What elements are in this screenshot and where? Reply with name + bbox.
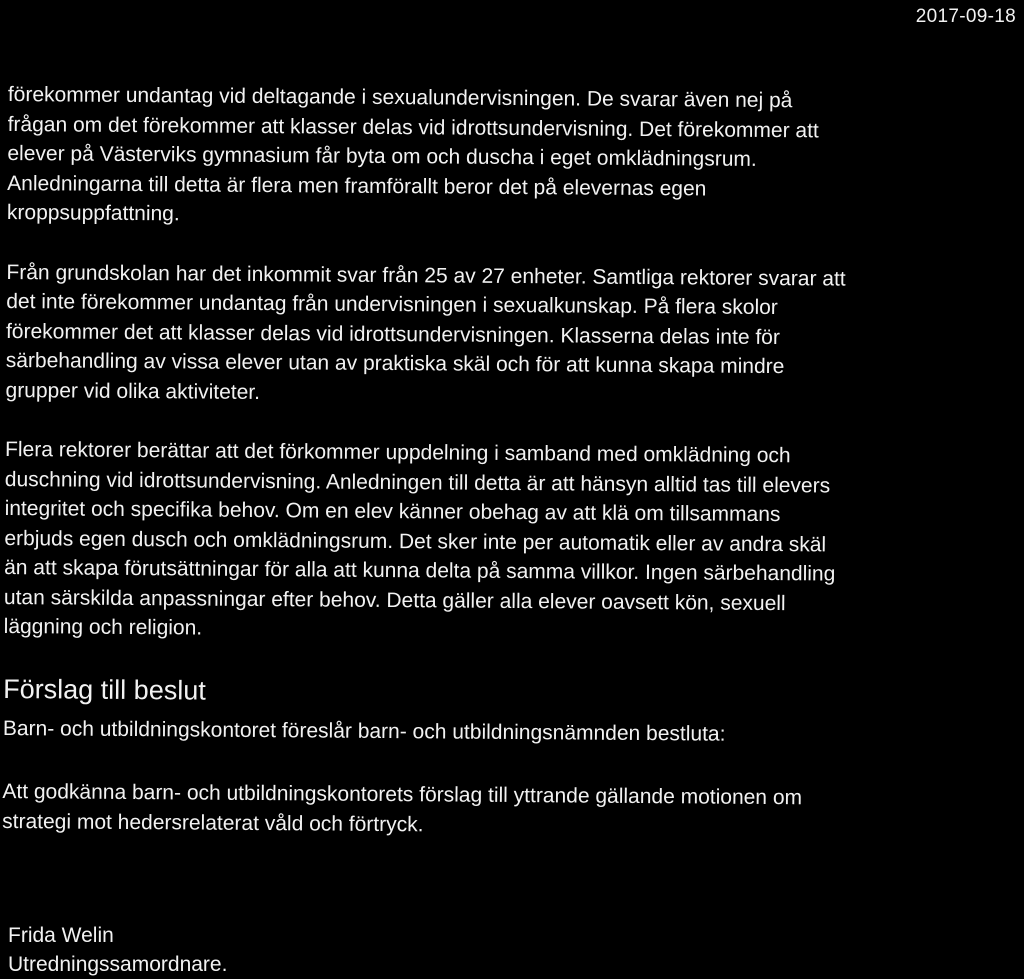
text-line: Barn- och utbildningskontoret föreslår barn- och utbildningsnämnden bestluta: xyxy=(2,716,726,746)
text-line: det inte förekommer undantag från undervisningen i sexualkunskap. På flera skolor xyxy=(6,289,778,320)
signature-block xyxy=(8,921,227,979)
text-line: erbjuds egen dusch och omklädningsrum. Det sker inte per automatik eller av andra skäl xyxy=(4,526,827,556)
text-line: duschning vid idrottsundervisning. Anledningen till detta är att hänsyn alltid tas till elevers xyxy=(4,467,831,497)
text-line: Anledningarna till detta är flera men framförallt beror det på elevernas egen xyxy=(7,171,707,200)
text-line: grupper vid olika aktiviteter. xyxy=(5,378,261,404)
text-line: utan särskilda anpassningar efter behov. Detta gäller alla elever oavsett kön, sexuell xyxy=(3,585,786,615)
section-heading: Förslag till beslut xyxy=(3,673,206,706)
signature-title: Utredningssamordnare. xyxy=(8,953,228,976)
decision-intro xyxy=(3,713,1003,750)
document-date: 2017-09-18 xyxy=(915,6,1016,27)
signature-name: Frida Welin xyxy=(8,924,114,947)
paragraph-grundskolan xyxy=(5,257,1006,412)
paragraph-rektorer xyxy=(4,435,1006,649)
document-body xyxy=(2,80,1008,874)
text-line: förekommer det att klasser delas vid idrottsundervisningen. Klasserna delas inte för xyxy=(5,319,780,349)
text-line: strategi mot hedersrelaterat våld och förtryck. xyxy=(2,809,424,836)
text-line: läggning och religion. xyxy=(3,614,203,640)
paragraph-gymnasium xyxy=(7,80,1008,235)
text-line: elever på Västerviks gymnasium får byta om och duscha i eget omklädningsrum. xyxy=(7,141,757,171)
text-line: frågan om det förekommer att klasser delas vid idrottsundervisning. Det förekommer att xyxy=(7,112,819,142)
text-line: integritet och specifika behov. Om en elev känner obehag av att klä om tillsammans xyxy=(4,496,781,527)
decision-proposal xyxy=(2,777,1002,844)
text-line: förekommer undantag vid deltagande i sexualundervisningen. De svarar även nej på xyxy=(7,82,793,113)
text-line: Flera rektorer berättar att det förkommer uppdelning i samband med omklädning och xyxy=(5,437,791,468)
text-line: kroppsuppfattning. xyxy=(6,200,180,226)
text-line: Att godkänna barn- och utbildningskontorets förslag till yttrande gällande motionen om xyxy=(2,779,803,810)
text-line: än att skapa förutsättningar för alla att kunna delta på samma villkor. Ingen särbehandling xyxy=(4,555,836,586)
text-line: Från grundskolan har det inkommit svar från 25 av 27 enheter. Samtliga rektorer svarar att xyxy=(6,260,846,291)
text-line: särbehandling av vissa elever utan av praktiska skäl och för att kunna skapa mindre xyxy=(5,348,785,379)
